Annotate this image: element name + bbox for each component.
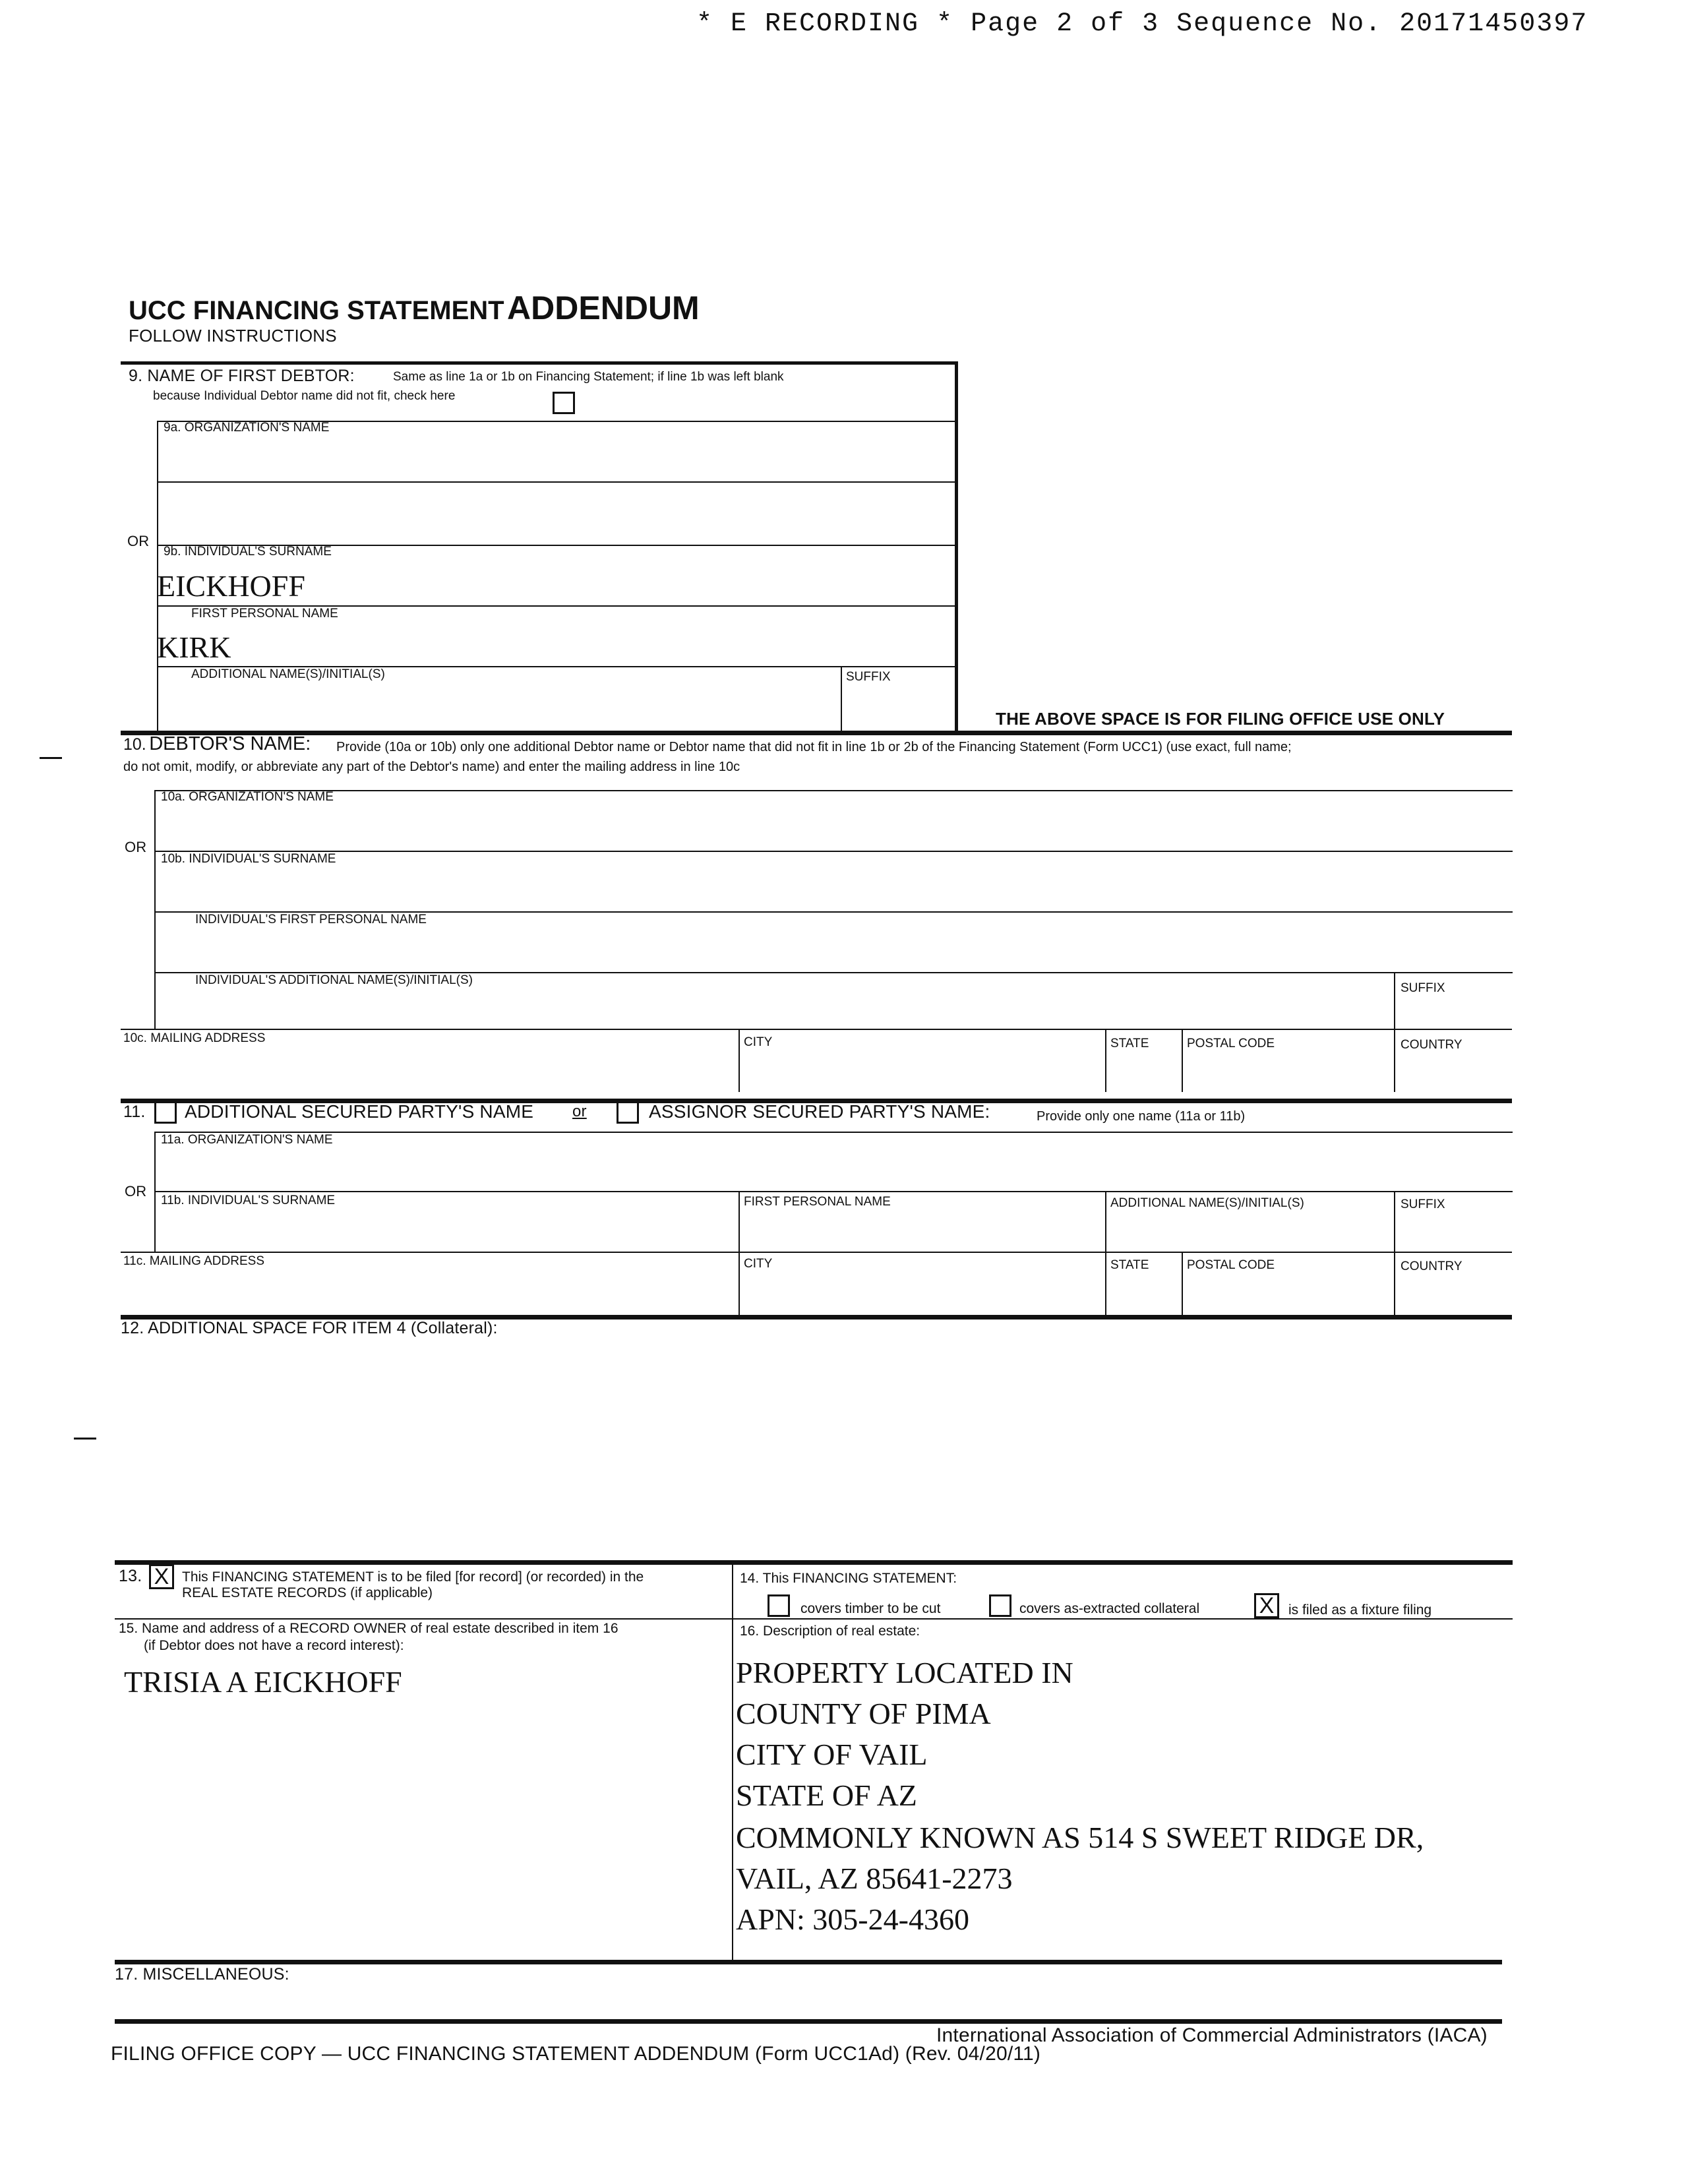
margin-tick: [40, 757, 62, 759]
item10-instructions-1: Provide (10a or 10b) only one additional Debtor name or Debtor name that did not fit in line 1b or 2b of the Financing Statement (Form UCC1) (use exact, full name;: [336, 740, 1292, 754]
footer-top-rule: [115, 2019, 1502, 2024]
item11-instructions: Provide only one name (11a or 11b): [1037, 1109, 1246, 1124]
item9-or-label: OR: [127, 533, 150, 549]
item16-line: PROPERTY LOCATED IN: [736, 1656, 1073, 1689]
item10-instructions-2: do not omit, modify, or abbreviate any part of the Debtor's name) and enter the mailing address in line 10c: [123, 760, 740, 774]
item10c-label: 10c. MAILING ADDRESS: [123, 1031, 266, 1045]
item16-line: VAIL, AZ 85641-2273: [736, 1862, 1013, 1895]
item10b-label: 10b. INDIVIDUAL'S SURNAME: [161, 852, 336, 866]
item10-or-label: OR: [125, 839, 147, 855]
items-13-16-divider: [732, 1560, 733, 1962]
item11-additional-secured-label: ADDITIONAL SECURED PARTY'S NAME: [185, 1101, 534, 1122]
item9-label: 9. NAME OF FIRST DEBTOR:: [129, 367, 355, 385]
item17-top-rule: [115, 1960, 1502, 1964]
item11-assignor-label: ASSIGNOR SECURED PARTY'S NAME:: [649, 1101, 990, 1122]
item10-country-label: COUNTRY: [1401, 1038, 1462, 1052]
item9-right-border: [955, 361, 958, 731]
item11-suffix-divider: [1394, 1191, 1395, 1252]
item15-label-1: 15. Name and address of a RECORD OWNER of real estate described in item 16: [119, 1621, 618, 1636]
item9a-label: 9a. ORGANIZATION'S NAME: [164, 421, 330, 435]
form-title-main: UCC FINANCING STATEMENT: [129, 296, 504, 325]
item11-or-label: OR: [125, 1183, 147, 1199]
item9-instructions-1: Same as line 1a or 1b on Financing Statement; if line 1b was left blank: [393, 370, 784, 384]
item11-or-word: or: [572, 1103, 587, 1120]
item16-line: STATE OF AZ: [736, 1778, 917, 1812]
item9-first-name-label: FIRST PERSONAL NAME: [191, 607, 338, 621]
item10-left-border: [154, 790, 156, 1030]
item11-suffix-label: SUFFIX: [1401, 1198, 1445, 1211]
footer-filing-copy: FILING OFFICE COPY — UCC FINANCING STATEMENT ADDENDUM (Form UCC1Ad) (Rev. 04/20/11): [111, 2043, 1041, 2065]
item14-timber-label: covers timber to be cut: [800, 1601, 941, 1616]
item15-top-rule: [115, 1618, 1513, 1620]
item9b-surname-value: EICKHOFF: [157, 569, 305, 603]
item10-city-divider: [738, 1029, 740, 1092]
item10-heading: [123, 733, 311, 755]
item15-owner-value: TRISIA A EICKHOFF: [124, 1665, 402, 1699]
item11-state-label: STATE: [1110, 1258, 1149, 1272]
item10-state-label: STATE: [1110, 1037, 1149, 1050]
item15-label-2: (if Debtor does not have a record interest):: [144, 1638, 404, 1653]
item14-fixture-label: is filed as a fixture filing: [1288, 1602, 1432, 1618]
item11-first-name-label: FIRST PERSONAL NAME: [744, 1195, 891, 1209]
item11-additional-names-label: ADDITIONAL NAME(S)/INITIAL(S): [1110, 1196, 1304, 1210]
item12-label: 12. ADDITIONAL SPACE FOR ITEM 4 (Collateral):: [121, 1319, 498, 1337]
footer-iaca: International Association of Commercial Administrators (IACA): [936, 2024, 1488, 2046]
item11-first-name-divider: [738, 1191, 740, 1252]
item11-state-divider: [1105, 1252, 1106, 1315]
item9-suffix-divider: [841, 666, 842, 731]
item10-top-rule: [121, 731, 1512, 735]
item13-text-2: REAL ESTATE RECORDS (if applicable): [182, 1585, 433, 1600]
item13-text-1: This FINANCING STATEMENT is to be filed [for record] (or recorded) in the: [182, 1569, 644, 1585]
item11b-label: 11b. INDIVIDUAL'S SURNAME: [161, 1194, 336, 1207]
item9-additional-names-label: ADDITIONAL NAME(S)/INITIAL(S): [191, 667, 385, 681]
item14-fixture-checkbox[interactable]: X: [1254, 1593, 1279, 1618]
item13-top-rule: [115, 1560, 1513, 1565]
item9-top-rule: [121, 361, 958, 365]
item10-suffix-divider: [1394, 972, 1395, 1030]
item13-number: 13.: [119, 1567, 142, 1585]
item11-rule: [154, 1132, 1513, 1133]
item16-line: COMMONLY KNOWN AS 514 S SWEET RIDGE DR,: [736, 1821, 1424, 1854]
item10-country-divider: [1394, 1029, 1395, 1092]
follow-instructions: FOLLOW INSTRUCTIONS: [129, 326, 337, 346]
item16-label: 16. Description of real estate:: [740, 1623, 920, 1639]
item11-additional-secured-checkbox[interactable]: [154, 1101, 177, 1124]
filing-office-use-note: THE ABOVE SPACE IS FOR FILING OFFICE USE ONLY: [996, 709, 1445, 729]
item10-postal-code-label: POSTAL CODE: [1187, 1037, 1275, 1050]
item10-number: 10.: [123, 735, 146, 754]
item17-label: 17. MISCELLANEOUS:: [115, 1965, 289, 1984]
item10a-label: 10a. ORGANIZATION'S NAME: [161, 790, 334, 804]
item14-extracted-label: covers as-extracted collateral: [1019, 1601, 1200, 1616]
item9-suffix-label: SUFFIX: [846, 670, 891, 684]
item10-city-label: CITY: [744, 1035, 773, 1049]
item9b-label: 9b. INDIVIDUAL'S SURNAME: [164, 545, 332, 559]
item10-rule: [121, 1029, 1512, 1030]
item11-country-label: COUNTRY: [1401, 1259, 1462, 1273]
item11-number: 11.: [123, 1103, 146, 1121]
item11-additional-divider: [1105, 1191, 1106, 1252]
item10-postal-divider: [1182, 1029, 1183, 1092]
recording-header: * E RECORDING * Page 2 of 3 Sequence No. 20171450397: [696, 9, 1588, 39]
item16-line: COUNTY OF PIMA: [736, 1697, 991, 1730]
item11-country-divider: [1394, 1252, 1395, 1315]
item10-first-name-label: INDIVIDUAL'S FIRST PERSONAL NAME: [195, 913, 427, 926]
item11-assignor-checkbox[interactable]: [617, 1101, 639, 1124]
item10-additional-names-label: INDIVIDUAL'S ADDITIONAL NAME(S)/INITIAL(S): [195, 973, 473, 987]
item10-state-divider: [1105, 1029, 1106, 1092]
item10-rule: [154, 790, 1513, 791]
item14-extracted-checkbox[interactable]: [989, 1594, 1011, 1617]
item11a-label: 11a. ORGANIZATION'S NAME: [161, 1133, 333, 1147]
item11-city-label: CITY: [744, 1257, 773, 1271]
item9-rule: [157, 481, 956, 483]
item11-postal-divider: [1182, 1252, 1183, 1315]
item9-instructions-2: because Individual Debtor name did not fit, check here: [153, 389, 456, 403]
item10-rule: [154, 851, 1513, 852]
item16-line: APN: 305-24-4360: [736, 1902, 969, 1936]
item9-first-name-value: KIRK: [157, 630, 231, 664]
item11-city-divider: [738, 1252, 740, 1315]
item9-check-box[interactable]: [553, 392, 575, 414]
item10-title: DEBTOR'S NAME:: [149, 733, 311, 754]
item14-timber-checkbox[interactable]: [768, 1594, 790, 1617]
form-title: [129, 289, 700, 327]
margin-tick: [74, 1438, 96, 1440]
item11-rule: [121, 1252, 1512, 1253]
form-title-addendum: ADDENDUM: [507, 289, 700, 326]
item11-postal-code-label: POSTAL CODE: [1187, 1258, 1275, 1272]
item11c-label: 11c. MAILING ADDRESS: [123, 1254, 264, 1268]
item13-checkbox[interactable]: X: [149, 1564, 174, 1589]
item14-label: 14. This FINANCING STATEMENT:: [740, 1571, 957, 1586]
item10-suffix-label: SUFFIX: [1401, 981, 1445, 995]
item11-rule: [154, 1191, 1513, 1192]
item16-line: CITY OF VAIL: [736, 1738, 928, 1771]
